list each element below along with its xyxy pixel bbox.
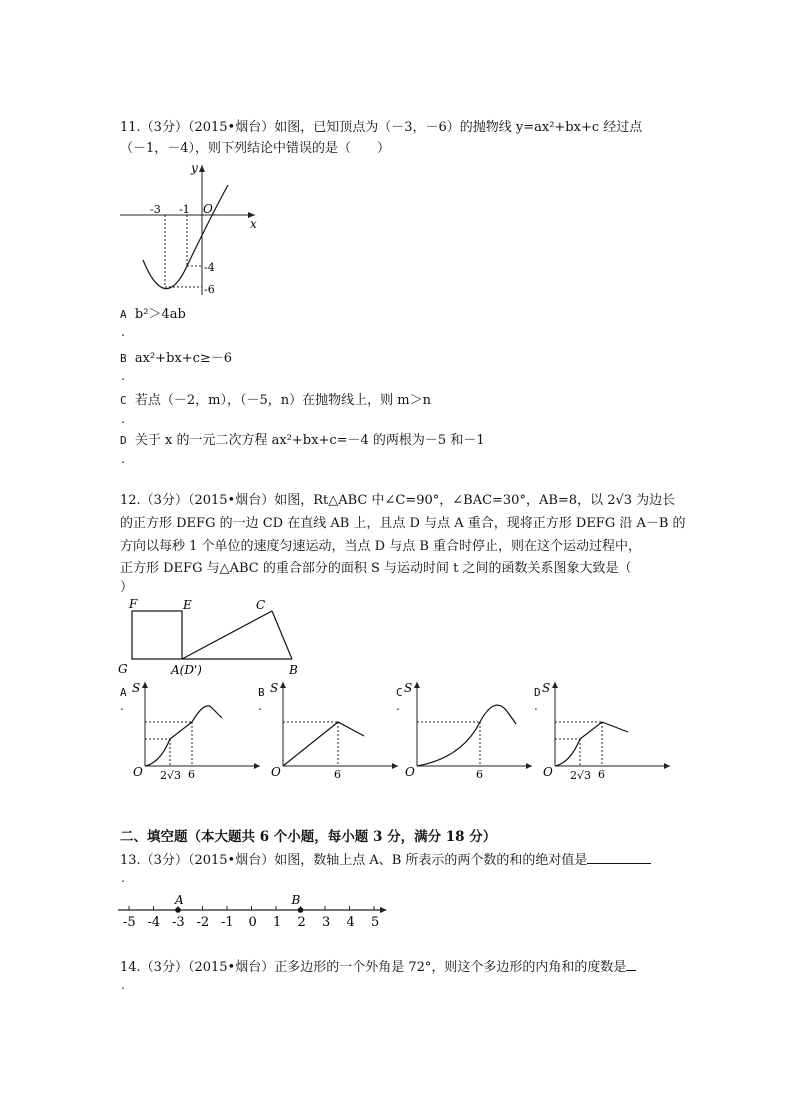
q13-tick-label: -4 xyxy=(147,915,161,930)
q11-option-c-dot: . xyxy=(121,412,125,426)
q13-point-a-dot xyxy=(175,907,181,913)
q12-graph-d-tick1: 2√3 xyxy=(570,769,592,782)
q12-option-d-dot: . xyxy=(534,699,538,713)
q12-option-b-letter: B xyxy=(258,686,265,699)
q11-option-c-text: 若点（－2，m），（－5，n）在抛物线上，则 m＞n xyxy=(134,393,431,408)
q13-tick-label: 0 xyxy=(248,915,257,930)
q12-graph-d-s: S xyxy=(542,681,551,695)
q11-option-b-letter: B xyxy=(120,352,127,365)
q13-tick-label: 2 xyxy=(297,915,306,930)
q12-stem-line1: 12.（3分）（2015•烟台）如图，Rt△ABC 中∠C=90°，∠BAC=30°，AB=8，以 2√3 为边长 xyxy=(120,493,676,508)
q11-tick-m6: -6 xyxy=(204,283,215,296)
q12-option-a[interactable] xyxy=(120,686,127,713)
q12-graph-c-origin: O xyxy=(405,765,415,779)
q13-point-b-label: B xyxy=(291,893,301,907)
q13-tick-label: -3 xyxy=(172,915,185,930)
q11-option-a-text: b²＞4ab xyxy=(134,307,186,322)
q12-option-b[interactable] xyxy=(258,686,265,713)
q13-point-a-label: A xyxy=(175,893,184,907)
q13-stem-text: 13.（3分）（2015•烟台）如图，数轴上点 A、B 所表示的两个数的和的绝对值是 xyxy=(120,853,588,868)
section2-heading: 二、填空题（本大题共 6 个小题，每小题 3 分，满分 18 分） xyxy=(120,829,497,845)
q12-label-b: B xyxy=(289,663,298,677)
q11-option-b-text: ax²+bx+c≥－6 xyxy=(134,351,233,366)
q12-graph-b-tick1: 6 xyxy=(334,768,341,781)
q13-answer-blank[interactable] xyxy=(587,850,651,864)
q12-graph-b[interactable] xyxy=(268,678,403,783)
q12-graph-c-tick1: 6 xyxy=(476,768,483,781)
q13-tick-label: 5 xyxy=(371,915,380,930)
q12-label-g: G xyxy=(118,662,128,676)
q12-label-f: F xyxy=(129,597,138,611)
q12-label-c: C xyxy=(256,598,266,612)
q12-stem-line4: 正方形 DEFG 与△ABC 的重合部分的面积 S 与运动时间 t 之间的函数关系图象大致是（ xyxy=(120,561,632,576)
q12-option-c-letter: C xyxy=(396,686,403,699)
q12-graph-c[interactable] xyxy=(402,678,537,783)
q12-graph-a-s: S xyxy=(132,681,141,695)
q13-tick-label: -1 xyxy=(221,915,234,930)
q14-stem xyxy=(120,957,636,977)
q14-stem-text: 14.（3分）（2015•烟台）正多边形的一个外角是 72°，则这个多边形的内角和的度数是 xyxy=(120,960,627,975)
q13-tick-label: 4 xyxy=(346,915,355,930)
q13-dot: . xyxy=(121,871,125,885)
q11-tick-m1: -1 xyxy=(179,203,190,216)
q11-tick-m3: -3 xyxy=(150,203,161,216)
q11-option-d-text: 关于 x 的一元二次方程 ax²+bx+c=－4 的两根为－5 和－1 xyxy=(134,433,485,448)
q12-graph-d-tick2: 6 xyxy=(598,768,605,781)
q11-stem-line1: 11.（3分）（2015•烟台）如图，已知顶点为（－3，－6）的抛物线 y=ax²+bx+c 经过点 xyxy=(120,120,643,135)
q12-option-c-dot: . xyxy=(396,699,400,713)
q11-option-b-dot: . xyxy=(121,369,125,383)
q12-stem-line5: ） xyxy=(120,580,134,595)
q12-graph-b-s: S xyxy=(270,681,279,695)
q13-stem xyxy=(120,850,651,870)
q12-graph-b-origin: O xyxy=(271,765,281,779)
q12-option-b-dot: . xyxy=(258,699,262,713)
q12-stem-line3: 方向以每秒 1 个单位的速度匀速运动，当点 D 与点 B 重合时停止，则在这个运动过程中， xyxy=(120,539,642,554)
q11-option-a-dot: . xyxy=(121,325,125,339)
q11-x-label: x xyxy=(250,217,257,231)
q11-option-d-letter: D xyxy=(120,434,127,447)
q12-stem-line2: 的正方形 DEFG 的一边 CD 在直线 AB 上，且点 D 与点 A 重合，现将正方形 DEFG 沿 A－B 的 xyxy=(120,516,686,531)
q12-graph-c-s: S xyxy=(404,681,413,695)
q12-option-d-letter: D xyxy=(534,686,541,699)
q12-square-triangle-figure xyxy=(115,597,315,679)
q11-option-a-letter: A xyxy=(120,308,127,321)
q11-tick-m4: -4 xyxy=(204,261,215,274)
q13-tick-label: 3 xyxy=(322,915,331,930)
q11-option-b[interactable] xyxy=(120,350,232,368)
q12-label-ad: A(D') xyxy=(171,663,202,677)
q11-parabola-graph xyxy=(115,160,265,300)
q12-graph-d-origin: O xyxy=(543,765,553,779)
q11-origin-label: O xyxy=(203,202,213,216)
q13-tick-label: -5 xyxy=(123,915,136,930)
q13-number-line xyxy=(115,890,395,930)
q13-tick-label: 1 xyxy=(273,915,282,930)
q12-option-a-dot: . xyxy=(120,699,124,713)
q11-option-c-letter: C xyxy=(120,394,127,407)
q11-stem-line2: （－1，－4），则下列结论中错误的是（ ） xyxy=(120,141,391,156)
q11-option-d-dot: . xyxy=(121,452,125,466)
q14-answer-blank[interactable] xyxy=(626,957,636,971)
q14-dot: . xyxy=(121,978,125,992)
q12-graph-a-origin: O xyxy=(133,765,143,779)
q11-option-a[interactable] xyxy=(120,306,186,324)
q12-graph-a-tick2: 6 xyxy=(188,768,195,781)
q11-y-label: y xyxy=(191,161,198,175)
q12-option-a-letter: A xyxy=(120,686,127,699)
q12-graph-d[interactable] xyxy=(540,678,675,783)
q13-tick-label: -2 xyxy=(196,915,210,930)
q12-graph-a[interactable] xyxy=(130,678,265,783)
q12-label-e: E xyxy=(183,598,192,612)
q13-point-b-dot xyxy=(298,907,304,913)
q11-option-c[interactable] xyxy=(120,392,431,410)
q11-option-d[interactable] xyxy=(120,432,485,450)
q12-graph-a-tick1: 2√3 xyxy=(160,769,182,782)
